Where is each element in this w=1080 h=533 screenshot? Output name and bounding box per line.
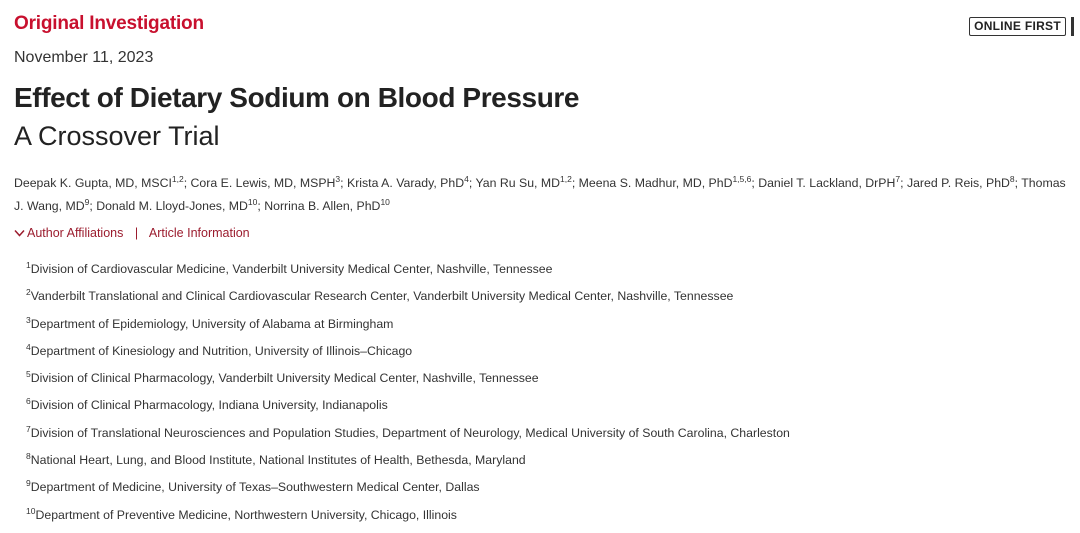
affiliation-text: Division of Clinical Pharmacology, Vanderbilt University Medical Center, Nashville, Tennessee: [30, 371, 539, 386]
affiliation-item: [26, 475, 790, 502]
affiliation-number: 8: [26, 451, 31, 462]
article-subtitle: A Crossover Trial: [14, 121, 220, 151]
affiliation-item: [26, 421, 790, 448]
affiliation-text: Division of Cardiovascular Medicine, Vanderbilt University Medical Center, Nashville, Tennessee: [30, 262, 553, 276]
author-name[interactable]: Norrina B. Allen, PhD: [264, 199, 381, 213]
affiliation-text: Department of Preventive Medicine, Northwestern University, Chicago, Illinois: [35, 507, 457, 522]
author-affiliation-ref: 10: [380, 197, 390, 207]
author-affiliation-ref: 1,5,6: [732, 174, 752, 184]
affiliation-number: 9: [26, 478, 31, 489]
author-name[interactable]: Jared P. Reis, PhD: [906, 176, 1010, 190]
affiliation-item: [26, 284, 790, 311]
link-separator: |: [134, 226, 139, 240]
author-name[interactable]: Cora E. Lewis, MD, MSPH: [190, 176, 336, 190]
affiliation-item: [26, 448, 790, 475]
author-entry[interactable]: [907, 176, 1015, 190]
affiliation-item: [26, 339, 790, 366]
author-entry[interactable]: [475, 176, 571, 190]
author-name[interactable]: Meena S. Madhur, MD, PhD: [578, 176, 733, 190]
author-affiliation-ref: 7: [895, 174, 901, 184]
author-entry[interactable]: [347, 176, 469, 190]
author-affiliations-toggle[interactable]: [14, 226, 127, 240]
affiliation-item: [26, 257, 790, 284]
author-affiliation-ref: 8: [1009, 174, 1015, 184]
author-name[interactable]: Krista A. Varady, PhD: [347, 176, 465, 190]
author-name[interactable]: Deepak K. Gupta, MD, MSCI: [14, 176, 172, 190]
affiliation-text: Department of Kinesiology and Nutrition, University of Illinois–Chicago: [30, 343, 413, 358]
author-entry[interactable]: [579, 176, 752, 190]
affiliation-text: Division of Translational Neurosciences and Population Studies, Department of Neurology, Medical University of South Carolina, Charleston: [30, 425, 790, 440]
online-first-badge: ONLINE FIRST: [969, 17, 1066, 36]
author-name[interactable]: Donald M. Lloyd-Jones, MD: [96, 199, 248, 213]
article-type-label: Original Investigation: [14, 13, 204, 34]
author-list: Deepak K. Gupta, MD, MSCI$^{1,2}$; Cora E. Lewis, MD, MSPH$^3$; Krista A. Varady, PhD$^4$; Yan Ru Su, MD$^{1,2}$; Meena S. Madhur, MD, PhD$^{1,5,6}$; Daniel T. Lackland, DrPH$^7$; Jared P. Reis, PhD$^8$; Thomas J. Wang, $MD^9$; Donald M. Lloyd-Jones, MD$^{10}$; Norrina B. Allen, PhD$^{10}$: [14, 174, 1066, 213]
publication-date: November 11, 2023: [14, 49, 154, 66]
author-affiliation-ref: 1,2: [560, 174, 572, 184]
affiliation-number: 5: [26, 369, 31, 380]
chevron-down-icon: [14, 228, 25, 238]
affiliation-item: [26, 366, 790, 393]
affiliation-list: [26, 257, 790, 530]
online-first-badge-bar: [1071, 17, 1074, 36]
article-title: Effect of Dietary Sodium on Blood Pressure: [14, 82, 580, 113]
affiliation-number: 7: [26, 423, 31, 434]
author-affiliation-ref: 3: [335, 174, 341, 184]
affiliation-number: 4: [26, 341, 31, 352]
article-links: [14, 226, 250, 240]
article-information-link[interactable]: Article Information: [148, 226, 250, 240]
article-page: [14, 0, 1074, 522]
affiliation-number: 6: [26, 396, 31, 407]
author-entry[interactable]: [264, 199, 390, 213]
author-entry[interactable]: [14, 176, 184, 190]
article-header: [14, 0, 1074, 44]
affiliation-item: [26, 393, 790, 420]
author-affiliation-ref: 4: [464, 174, 469, 184]
affiliation-number: 1: [26, 260, 31, 270]
affiliation-text: Department of Epidemiology, University of Alabama at Birmingham: [30, 316, 394, 331]
author-name[interactable]: Thomas J. Wang, MD: [14, 176, 1066, 213]
author-name[interactable]: Yan Ru Su, MD: [475, 176, 560, 190]
affiliation-text: National Heart, Lung, and Blood Institute, National Institutes of Health, Bethesda, Maryland: [30, 453, 526, 468]
author-entry[interactable]: [758, 176, 900, 190]
author-affiliation-ref: 10: [247, 197, 258, 207]
affiliation-number: 2: [26, 287, 31, 298]
affiliation-text: Vanderbilt Translational and Clinical Cardiovascular Research Center, Vanderbilt University Medical Center, Nashville, Tennessee: [30, 289, 734, 304]
affiliation-number: 10: [26, 505, 36, 516]
author-name[interactable]: Daniel T. Lackland, DrPH: [758, 176, 896, 190]
affiliation-number: 3: [26, 314, 31, 325]
affiliation-text: Department of Medicine, University of Texas–Southwestern Medical Center, Dallas: [30, 480, 480, 495]
author-affiliation-ref: 1,2: [171, 174, 184, 184]
author-affiliation-ref: 9: [84, 197, 90, 207]
affiliation-item: [26, 312, 790, 339]
affiliation-item: [26, 503, 790, 530]
author-entry[interactable]: [191, 176, 341, 190]
author-entry[interactable]: [96, 199, 257, 213]
author-affiliations-link[interactable]: Author Affiliations: [27, 226, 124, 240]
affiliation-text: Division of Clinical Pharmacology, Indiana University, Indianapolis: [30, 398, 388, 413]
